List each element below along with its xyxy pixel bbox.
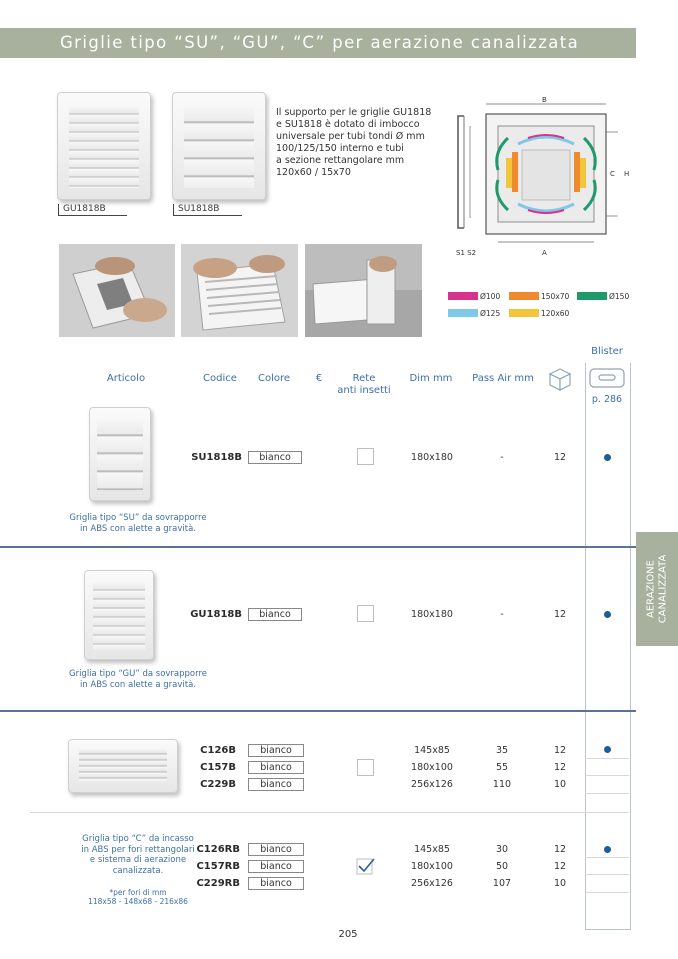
legend-swatch-1 xyxy=(448,292,478,300)
c-grille-product-image xyxy=(68,739,178,793)
legend-label-5: 120x60 xyxy=(541,309,570,318)
product-color: bianco xyxy=(248,778,304,791)
blister-hanger-icon xyxy=(589,368,625,388)
package-box-icon xyxy=(546,365,574,393)
product-color: bianco xyxy=(248,451,302,464)
blister-available-dot xyxy=(604,746,611,753)
product-code: C229B xyxy=(200,779,236,790)
header-euro: € xyxy=(315,373,323,384)
footnote-line: 118x58 - 148x68 - 216x86 xyxy=(88,897,188,906)
product-pack: 12 xyxy=(553,762,567,773)
product-code: GU1818B xyxy=(190,609,242,620)
section-divider xyxy=(0,710,636,712)
installation-photo-3 xyxy=(305,244,422,337)
legend-swatch-5 xyxy=(509,309,539,317)
product-pack: 12 xyxy=(553,844,567,855)
product-code: C229RB xyxy=(196,878,240,889)
product-pass-air: 50 xyxy=(495,861,509,872)
insect-net-checkbox xyxy=(357,759,374,776)
product-dim: 145x85 xyxy=(414,844,450,855)
gu-grille-image xyxy=(57,92,151,200)
dimension-b-label: B xyxy=(542,96,547,104)
legend-swatch-4 xyxy=(448,309,478,317)
product-pass-air: 55 xyxy=(495,762,509,773)
product-code: C126B xyxy=(200,745,236,756)
side-tab-line-1: AERAZIONE xyxy=(645,559,657,619)
section-side-label xyxy=(636,532,678,646)
intro-line: Il supporto per le griglie GU1818 xyxy=(276,107,432,118)
product-color: bianco xyxy=(248,877,304,890)
blister-row-divider xyxy=(585,775,629,776)
product-pack: 12 xyxy=(553,861,567,872)
product-color: bianco xyxy=(248,761,304,774)
legend-label-1: Ø100 xyxy=(480,292,501,301)
installation-photo-1 xyxy=(59,244,175,337)
description-line: e sistema di aerazione xyxy=(89,855,187,865)
product-pass-air: 110 xyxy=(492,779,512,790)
product-pass-air: - xyxy=(500,452,504,463)
product-code: SU1818B xyxy=(191,452,242,463)
header-colore: Colore xyxy=(257,373,291,384)
product-pass-air: 35 xyxy=(495,745,509,756)
intro-line: e SU1818 è dotato di imbocco xyxy=(276,119,420,130)
insect-net-checkbox xyxy=(357,605,374,622)
product-pack: 12 xyxy=(553,609,567,620)
product-pack: 10 xyxy=(553,779,567,790)
product-pass-air: 30 xyxy=(495,844,509,855)
product-code: C157RB xyxy=(196,861,240,872)
product-dim: 256x126 xyxy=(411,878,453,889)
page-title: Griglie tipo “SU”, “GU”, “C” per aerazione canalizzata xyxy=(60,33,580,52)
header-blister: Blister xyxy=(591,346,623,357)
gu-product-label: GU1818B xyxy=(58,204,127,216)
gu-description xyxy=(50,669,226,690)
side-tab-line-2: CANALIZZATA xyxy=(657,554,669,624)
product-pack: 10 xyxy=(553,878,567,889)
su-grille-image xyxy=(172,92,266,200)
legend-swatch-2 xyxy=(509,292,539,300)
legend-label-4: Ø125 xyxy=(480,309,501,318)
description-line: in ABS con alette a gravità. xyxy=(79,523,197,534)
legend-label-3: Ø150 xyxy=(609,292,630,301)
blister-row-divider xyxy=(585,874,629,875)
insect-net-checkbox xyxy=(357,448,374,465)
intro-description xyxy=(276,107,431,179)
description-line: Griglia tipo “C” da incasso xyxy=(82,834,194,844)
blister-page-ref: p. 286 xyxy=(591,394,623,405)
header-pass-air: Pass Air mm xyxy=(472,373,534,384)
blister-row-divider xyxy=(585,857,629,858)
section-divider xyxy=(0,546,636,548)
product-code: C126RB xyxy=(196,844,240,855)
technical-diagram xyxy=(448,92,638,262)
blister-row-divider xyxy=(585,793,629,794)
su-grille-product-image xyxy=(89,407,151,501)
header-dim: Dim mm xyxy=(409,373,453,384)
product-dim: 256x126 xyxy=(411,779,453,790)
product-dim: 145x85 xyxy=(414,745,450,756)
dimension-c-label: C xyxy=(610,170,615,178)
product-color: bianco xyxy=(248,860,304,873)
su-product-label: SU1818B xyxy=(173,204,242,216)
dimension-a-label: A xyxy=(542,249,547,257)
legend-label-2: 150x70 xyxy=(541,292,570,301)
intro-line: universale per tubi tondi Ø mm xyxy=(276,131,425,142)
insect-net-check-icon xyxy=(356,857,376,875)
c-footnote xyxy=(50,888,226,906)
description-line: Griglia tipo “GU” da sovrapporre xyxy=(68,669,208,679)
blister-column xyxy=(585,363,631,930)
group-divider xyxy=(30,812,629,813)
page-number: 205 xyxy=(338,929,358,940)
gu-grille-product-image xyxy=(84,570,154,660)
product-dim: 180x180 xyxy=(411,609,453,620)
product-dim: 180x100 xyxy=(411,861,453,872)
description-line: Griglia tipo “SU” da sovrapporre xyxy=(69,513,207,523)
dimension-h-label: H xyxy=(624,170,630,178)
c-description xyxy=(50,834,226,876)
blister-available-dot xyxy=(604,454,611,461)
intro-line: 100/125/150 interno e tubi xyxy=(276,143,404,154)
su-description xyxy=(50,513,226,534)
description-line: in ABS con alette a gravità. xyxy=(79,679,197,690)
product-pass-air: 107 xyxy=(492,878,512,889)
intro-line: 120x60 / 15x70 xyxy=(276,167,351,178)
header-articolo: Articolo xyxy=(106,373,146,384)
dimension-s1s2-label: S1 S2 xyxy=(456,249,477,257)
product-code: C157B xyxy=(200,762,236,773)
product-pass-air: - xyxy=(500,609,504,620)
footnote-line: *per fori di mm xyxy=(109,888,167,897)
product-color: bianco xyxy=(248,744,304,757)
blister-row-divider xyxy=(585,892,629,893)
product-color: bianco xyxy=(248,843,304,856)
header-rete: Rete anti insetti xyxy=(337,373,391,396)
intro-line: a sezione rettangolare mm xyxy=(276,155,405,166)
header-codice: Codice xyxy=(203,373,237,384)
product-dim: 180x100 xyxy=(411,762,453,773)
legend-swatch-3 xyxy=(577,292,607,300)
product-pack: 12 xyxy=(553,745,567,756)
blister-available-dot xyxy=(604,611,611,618)
installation-photo-2 xyxy=(181,244,298,337)
product-pack: 12 xyxy=(553,452,567,463)
blister-available-dot xyxy=(604,846,611,853)
product-color: bianco xyxy=(248,608,302,621)
product-dim: 180x180 xyxy=(411,452,453,463)
blister-row-divider xyxy=(585,758,629,759)
description-line: canalizzata. xyxy=(112,865,164,876)
description-line: in ABS per fori rettangolari xyxy=(81,844,195,855)
